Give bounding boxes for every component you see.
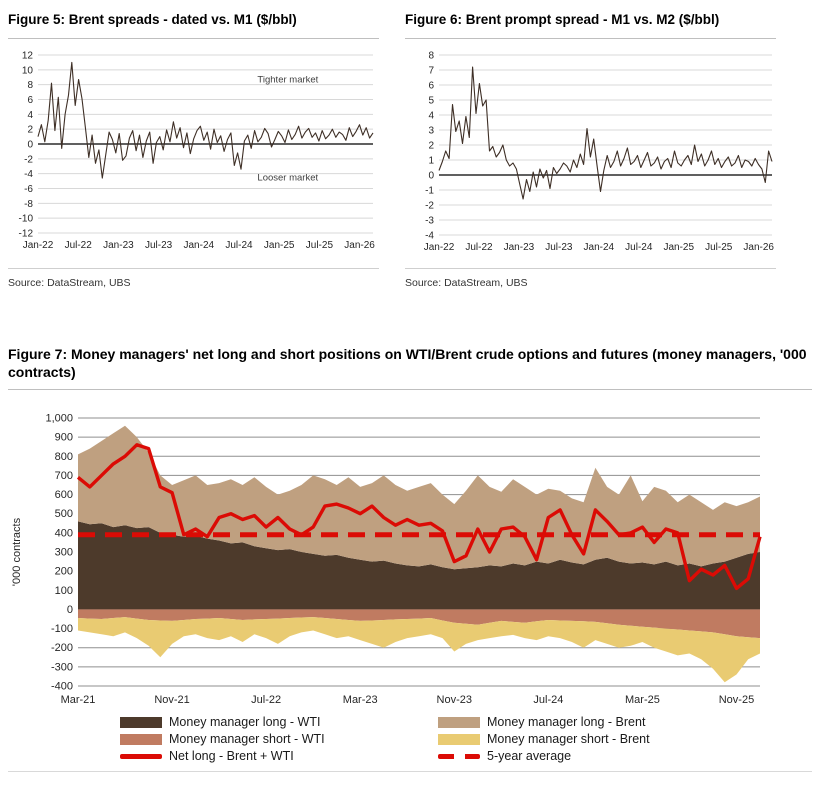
- svg-text:200: 200: [54, 565, 73, 578]
- svg-text:Mar-23: Mar-23: [342, 694, 378, 707]
- top-charts-row: [8, 8, 812, 289]
- svg-text:Jul-25: Jul-25: [705, 241, 733, 253]
- svg-text:300: 300: [54, 546, 73, 559]
- svg-text:-400: -400: [50, 680, 73, 693]
- svg-text:5: 5: [428, 95, 434, 107]
- svg-text:Jul-22: Jul-22: [251, 694, 282, 707]
- svg-text:Jul-22: Jul-22: [465, 241, 493, 253]
- svg-text:-10: -10: [18, 213, 33, 225]
- figure5-plot: [8, 45, 379, 257]
- svg-text:8: 8: [27, 80, 33, 92]
- figure5-title: Figure 5: Brent spreads - dated vs. M1 ($/bbl): [8, 8, 379, 39]
- svg-text:100: 100: [54, 585, 73, 598]
- figure6-chart: [405, 45, 776, 262]
- svg-text:600: 600: [54, 489, 73, 502]
- svg-text:Jan-23: Jan-23: [103, 239, 134, 251]
- svg-text:Jul-24: Jul-24: [533, 694, 564, 707]
- svg-text:10: 10: [21, 65, 33, 77]
- svg-text:Jul-23: Jul-23: [144, 239, 173, 251]
- svg-text:Nov-23: Nov-23: [436, 694, 472, 707]
- svg-text:8: 8: [428, 50, 434, 62]
- legend-label: Money manager short - WTI: [169, 732, 325, 747]
- svg-text:400: 400: [54, 527, 73, 540]
- svg-text:Nov-21: Nov-21: [154, 694, 190, 707]
- svg-text:Jan-24: Jan-24: [183, 239, 215, 251]
- svg-text:6: 6: [428, 80, 434, 92]
- svg-text:-1: -1: [425, 185, 434, 197]
- svg-text:-100: -100: [50, 623, 73, 636]
- svg-text:Jul-22: Jul-22: [64, 239, 92, 251]
- svg-text:Jan-22: Jan-22: [423, 241, 455, 253]
- svg-text:700: 700: [54, 470, 73, 483]
- svg-text:Looser market: Looser market: [257, 172, 319, 184]
- svg-text:-200: -200: [50, 642, 73, 655]
- svg-text:0: 0: [66, 604, 73, 617]
- long-wti-swatch-icon: [120, 717, 162, 728]
- figure6-title: Figure 6: Brent prompt spread - M1 vs. M2 ($/bbl): [405, 8, 776, 39]
- legend-item-long-wti: [120, 715, 438, 729]
- legend-item-long-brent: [438, 715, 812, 729]
- five-year-average-dash-swatch-icon: [438, 754, 480, 759]
- svg-text:-4: -4: [425, 230, 434, 242]
- svg-text:0: 0: [27, 139, 33, 151]
- svg-text:Nov-25: Nov-25: [718, 694, 755, 707]
- svg-text:7: 7: [428, 65, 434, 77]
- svg-text:Jan-24: Jan-24: [583, 241, 615, 253]
- svg-text:Mar-25: Mar-25: [625, 694, 660, 707]
- svg-text:1,000: 1,000: [45, 412, 73, 425]
- svg-text:Jul-24: Jul-24: [625, 241, 653, 253]
- svg-text:Mar-21: Mar-21: [60, 694, 96, 707]
- svg-text:Jan-25: Jan-25: [263, 239, 295, 251]
- svg-text:6: 6: [27, 94, 33, 106]
- svg-text:-300: -300: [50, 661, 73, 674]
- figure6-source: Source: DataStream, UBS: [405, 276, 528, 289]
- svg-text:Jan-26: Jan-26: [344, 239, 375, 251]
- legend-item-5yr-average: [438, 749, 812, 763]
- figure5-source: Source: DataStream, UBS: [8, 276, 131, 289]
- short-wti-swatch-icon: [120, 734, 162, 745]
- svg-text:Jan-22: Jan-22: [22, 239, 54, 251]
- legend-item-short-wti: [120, 732, 438, 746]
- svg-text:900: 900: [54, 431, 73, 444]
- legend-label: Money manager long - Brent: [487, 715, 646, 730]
- svg-text:2: 2: [27, 124, 33, 136]
- legend-label: 5-year average: [487, 749, 572, 764]
- svg-text:3: 3: [428, 125, 434, 137]
- svg-text:800: 800: [54, 451, 73, 464]
- legend-label: Money manager long - WTI: [169, 715, 321, 730]
- svg-text:Jan-25: Jan-25: [663, 241, 695, 253]
- legend-label: Money manager short - Brent: [487, 732, 650, 747]
- svg-text:-12: -12: [18, 228, 33, 240]
- figure7-plot: [8, 406, 812, 706]
- svg-text:-3: -3: [425, 215, 434, 227]
- figure5-block: [8, 8, 379, 289]
- svg-text:500: 500: [54, 508, 73, 521]
- svg-text:-6: -6: [24, 183, 33, 195]
- svg-text:0: 0: [428, 170, 434, 182]
- figure7-bottom-divider: [8, 771, 812, 772]
- svg-text:Jan-26: Jan-26: [743, 241, 774, 253]
- legend-item-short-brent: [438, 732, 812, 746]
- svg-text:'000 contracts: '000 contracts: [11, 518, 23, 587]
- svg-text:-2: -2: [24, 154, 33, 166]
- figure7-legend: [120, 715, 812, 763]
- svg-text:Jul-24: Jul-24: [225, 239, 253, 251]
- figure6-block: [405, 8, 776, 289]
- figure7-chart: [8, 406, 812, 711]
- svg-text:Jul-25: Jul-25: [305, 239, 334, 251]
- legend-item-net-long: [120, 749, 438, 763]
- short-brent-swatch-icon: [438, 734, 480, 745]
- svg-text:-2: -2: [425, 200, 434, 212]
- svg-text:12: 12: [21, 50, 33, 62]
- svg-text:4: 4: [428, 110, 434, 122]
- svg-text:4: 4: [27, 109, 33, 121]
- figure6-plot: [405, 45, 776, 257]
- figure7-block: [8, 345, 812, 772]
- svg-text:Jul-23: Jul-23: [545, 241, 573, 253]
- svg-text:Jan-23: Jan-23: [503, 241, 535, 253]
- legend-label: Net long - Brent + WTI: [169, 749, 294, 764]
- figure7-title: Figure 7: Money managers' net long and short positions on WTI/Brent crude options and futures (money managers, '000 contracts): [8, 345, 812, 390]
- long-brent-swatch-icon: [438, 717, 480, 728]
- svg-text:1: 1: [428, 155, 434, 167]
- svg-text:2: 2: [428, 140, 434, 152]
- svg-text:-8: -8: [24, 198, 33, 210]
- figure5-chart: [8, 45, 379, 262]
- net-long-line-swatch-icon: [120, 754, 162, 759]
- svg-text:-4: -4: [24, 169, 33, 181]
- svg-text:Tighter market: Tighter market: [257, 74, 319, 86]
